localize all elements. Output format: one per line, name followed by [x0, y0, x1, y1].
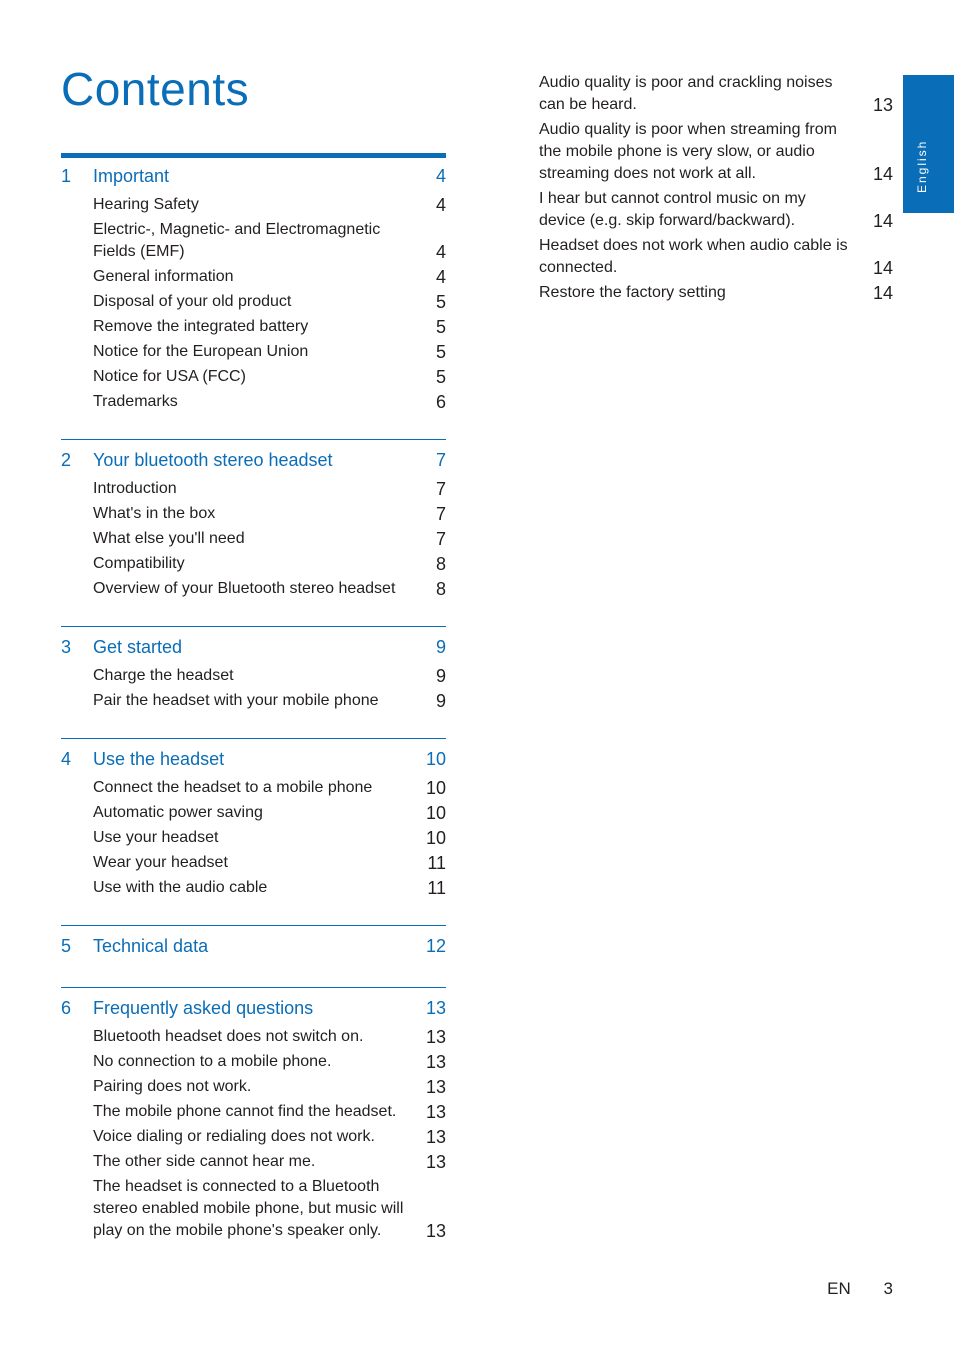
toc-entry-page: 11: [427, 853, 446, 873]
toc-entry[interactable]: [61, 553, 446, 575]
toc-entry-page: 6: [435, 392, 446, 412]
section-number: 6: [61, 998, 72, 1018]
toc-entry-title: Audio quality is poor when streaming from the mobile phone is very slow, or audio streaming does not work at all.: [539, 121, 837, 182]
toc-entry[interactable]: [61, 194, 446, 216]
toc-entry[interactable]: [539, 72, 893, 116]
section-title: Your bluetooth stereo headset: [93, 450, 333, 470]
toc-entry-page: 14: [872, 211, 893, 231]
toc-entry-title: Bluetooth headset does not switch on.: [93, 1028, 364, 1045]
toc-entry[interactable]: [61, 1076, 446, 1098]
toc-entry-title: Automatic power saving: [93, 804, 263, 821]
toc-entry-title: What's in the box: [93, 505, 216, 522]
toc-entry[interactable]: [61, 852, 446, 874]
toc-entry[interactable]: [61, 1051, 446, 1073]
toc-entry[interactable]: [61, 802, 446, 824]
toc-entry[interactable]: [539, 119, 893, 185]
toc-entry[interactable]: [61, 827, 446, 849]
toc-section-heading[interactable]: [61, 998, 446, 1023]
section-number: 2: [61, 450, 72, 470]
toc-entry-page: 4: [435, 242, 446, 262]
toc-entry-title: Disposal of your old product: [93, 293, 292, 310]
toc-entry-title: Introduction: [93, 480, 177, 497]
toc-entry-page: 13: [425, 1102, 446, 1122]
toc-entry-title: Use with the audio cable: [93, 879, 268, 896]
toc-section-heading[interactable]: [61, 936, 446, 961]
toc-entry-page: 8: [435, 554, 446, 574]
toc-entry-page: 14: [872, 258, 893, 278]
toc-entry-title: Hearing Safety: [93, 196, 199, 213]
toc-entry[interactable]: [61, 1126, 446, 1148]
toc-entry-page: 5: [435, 292, 446, 312]
toc-entry[interactable]: [61, 291, 446, 313]
section-page-number: 7: [435, 450, 446, 470]
toc-entry[interactable]: [539, 235, 893, 279]
toc-entry[interactable]: [539, 188, 893, 232]
toc-entry[interactable]: [61, 478, 446, 500]
toc-entry-title: Remove the integrated battery: [93, 318, 309, 335]
section-title: Get started: [93, 637, 183, 657]
toc-section: [61, 925, 446, 987]
section-page-number: 13: [425, 998, 446, 1018]
toc-entry-page: 13: [425, 1152, 446, 1172]
toc-section: [61, 626, 446, 738]
toc-entry-page: 10: [425, 778, 446, 798]
toc-entry-title: The mobile phone cannot find the headset.: [93, 1103, 397, 1120]
toc-entry[interactable]: [61, 1026, 446, 1048]
toc-entry[interactable]: [61, 578, 446, 600]
toc-section-heading[interactable]: [61, 749, 446, 774]
section-number: 1: [61, 166, 72, 186]
toc-entry-title: Compatibility: [93, 555, 185, 572]
toc-entry[interactable]: [539, 282, 893, 304]
toc-entry-title: Pairing does not work.: [93, 1078, 252, 1095]
toc-entry-title: Use your headset: [93, 829, 219, 846]
toc-entry-title: Charge the headset: [93, 667, 234, 684]
section-title: Important: [93, 166, 170, 186]
toc-entry-title: General information: [93, 268, 234, 285]
toc-entry[interactable]: [61, 1176, 446, 1242]
toc-left-column: [61, 153, 446, 1268]
toc-entry[interactable]: [61, 316, 446, 338]
toc-entry-page: 14: [872, 164, 893, 184]
toc-right-column: [539, 69, 893, 304]
toc-entry-page: 4: [435, 267, 446, 287]
toc-entry-page: 13: [872, 95, 893, 115]
toc-entry-title: Headset does not work when audio cable is connected.: [539, 237, 848, 276]
section-title: Use the headset: [93, 749, 225, 769]
section-number: 5: [61, 936, 72, 956]
toc-entry-page: 7: [435, 529, 446, 549]
section-page-number: 9: [435, 637, 446, 657]
toc-entry-page: 4: [435, 195, 446, 215]
toc-entry-title: What else you'll need: [93, 530, 245, 547]
toc-entry-page: 13: [425, 1077, 446, 1097]
toc-entry-page: 5: [435, 367, 446, 387]
section-title: Technical data: [93, 936, 209, 956]
toc-entry[interactable]: [61, 219, 446, 263]
toc-entry-page: 11: [427, 878, 446, 898]
toc-entry-page: 10: [425, 828, 446, 848]
toc-entry-page: 10: [425, 803, 446, 823]
toc-entry-title: Trademarks: [93, 393, 178, 410]
toc-entry[interactable]: [61, 1151, 446, 1173]
toc-entry-page: 9: [435, 691, 446, 711]
toc-entry-page: 7: [435, 479, 446, 499]
toc-section: [61, 439, 446, 626]
toc-entry-page: 13: [425, 1221, 446, 1241]
toc-entry-title: Audio quality is poor and crackling noises can be heard.: [539, 74, 833, 113]
toc-section: [61, 987, 446, 1268]
toc-entry[interactable]: [61, 1101, 446, 1123]
toc-entry-page: 13: [425, 1127, 446, 1147]
footer-page-number: 3: [883, 1279, 893, 1298]
toc-entry-title: Electric-, Magnetic- and Electromagnetic Fields (EMF): [93, 221, 381, 260]
toc-entry-title: The headset is connected to a Bluetooth stereo enabled mobile phone, but music will play on the mobile phone's speaker only.: [93, 1178, 404, 1239]
toc-entry[interactable]: [61, 665, 446, 687]
toc-entry-title: Wear your headset: [93, 854, 228, 871]
toc-entry-title: Overview of your Bluetooth stereo headset: [93, 580, 396, 597]
toc-entry[interactable]: [61, 690, 446, 712]
toc-section: [61, 738, 446, 925]
toc-entry[interactable]: [61, 503, 446, 525]
footer-language-code: EN: [827, 1279, 851, 1298]
toc-entry-page: 7: [435, 504, 446, 524]
toc-entry-title: I hear but cannot control music on my device (e.g. skip forward/backward).: [539, 190, 806, 229]
language-tab: [903, 75, 954, 213]
section-number: 4: [61, 749, 72, 769]
section-number: 3: [61, 637, 72, 657]
language-tab-label: English: [915, 139, 929, 193]
toc-section-heading[interactable]: [61, 166, 446, 191]
toc-entry-page: 8: [435, 579, 446, 599]
toc-entry-page: 9: [435, 666, 446, 686]
toc-entry[interactable]: [61, 777, 446, 799]
toc-entry-page: 13: [425, 1052, 446, 1072]
toc-entry-title: Voice dialing or redialing does not work.: [93, 1128, 375, 1145]
toc-entry-title: Restore the factory setting: [539, 284, 726, 301]
toc-entry-title: No connection to a mobile phone.: [93, 1053, 332, 1070]
toc-entry[interactable]: [61, 266, 446, 288]
toc-entry-title: Connect the headset to a mobile phone: [93, 779, 373, 796]
toc-section: [61, 153, 446, 439]
toc-entry-page: 5: [435, 342, 446, 362]
toc-entry-page: 5: [435, 317, 446, 337]
toc-entry-title: Notice for the European Union: [93, 343, 309, 360]
toc-entry-page: 14: [872, 283, 893, 303]
toc-section-heading[interactable]: [61, 637, 446, 662]
toc-entry[interactable]: [61, 877, 446, 899]
page-title: Contents: [61, 63, 250, 115]
toc-entry[interactable]: [61, 528, 446, 550]
toc-entry-title: Notice for USA (FCC): [93, 368, 246, 385]
section-page-number: 4: [435, 166, 446, 186]
section-page-number: 12: [425, 936, 446, 956]
section-page-number: 10: [425, 749, 446, 769]
toc-entry-title: Pair the headset with your mobile phone: [93, 692, 379, 709]
page-footer: [827, 1279, 893, 1299]
toc-section-heading[interactable]: [61, 450, 446, 475]
toc-entry[interactable]: [61, 341, 446, 363]
toc-entry-title: The other side cannot hear me.: [93, 1153, 316, 1170]
toc-entry[interactable]: [61, 391, 446, 413]
section-title: Frequently asked questions: [93, 998, 314, 1018]
toc-entry[interactable]: [61, 366, 446, 388]
toc-entry-page: 13: [425, 1027, 446, 1047]
